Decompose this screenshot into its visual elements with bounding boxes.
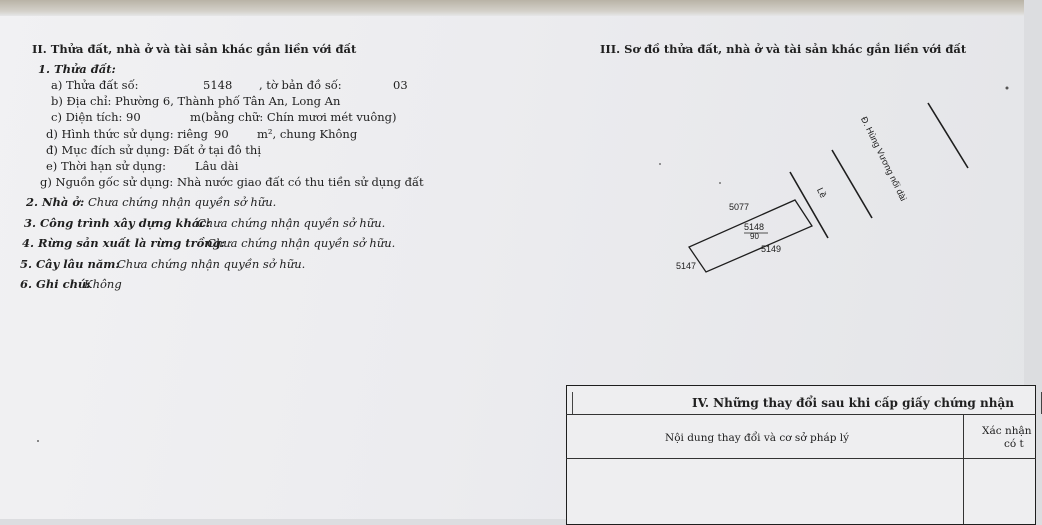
section4-heading: IV. Những thay đổi sau khi cấp giấy chứng nhận [692, 396, 1014, 410]
table-column-divider [963, 414, 964, 524]
origin-line: g) Nguồn gốc sử dụng: Nhà nước giao đất có thu tiền sử dụng đất [40, 175, 424, 189]
parcel-label: a) Thửa đất số: [51, 78, 139, 92]
section3-heading: III. Sơ đồ thửa đất, nhà ở và tài sản khác gắn liền với đất [600, 42, 967, 56]
table-rule [566, 458, 1036, 459]
table-rule [566, 414, 1036, 415]
map-sheet-number: 03 [393, 78, 408, 92]
term-value: Lâu dài [195, 159, 239, 173]
note-value: Không [84, 277, 122, 291]
side-label: Lề [815, 186, 829, 200]
other-works-value: Chưa chứng nhận quyền sở hữu. [197, 216, 386, 230]
parcel-south-label: 5149 [761, 244, 782, 254]
forest-value: Chưa chứng nhận quyền sở hữu. [207, 236, 396, 250]
parcel-main-area: 90 [750, 232, 759, 241]
parcel-boundary-line [790, 172, 828, 238]
parcel-west-label: 5147 [676, 261, 697, 271]
section2-heading: II. Thửa đất, nhà ở và tài sản khác gắn liền với đất [32, 42, 357, 56]
perennial-value: Chưa chứng nhận quyền sở hữu. [117, 257, 306, 271]
other-works-label: 3. Công trình xây dựng khác: [24, 216, 211, 230]
house-value: Chưa chứng nhận quyền sở hữu. [88, 195, 277, 209]
parcel-north-label: 5077 [729, 202, 750, 212]
address-line: b) Địa chỉ: Phường 6, Thành phố Tân An, Long An [51, 94, 341, 108]
col-confirmation-line2: có t [1004, 438, 1024, 450]
house-label: 2. Nhà ở: [26, 195, 85, 209]
forest-label: 4. Rừng sản xuất là rừng trồng: [22, 236, 225, 250]
use-common-area: m², chung Không [257, 127, 358, 141]
col-change-content: Nội dung thay đổi và cơ sở pháp lý [665, 432, 850, 444]
area-label: c) Diện tích: 90 [51, 110, 141, 124]
area-unit: m [190, 110, 201, 124]
perennial-label: 5. Cây lâu năm: [20, 257, 120, 271]
note-label: 6. Ghi chú: [20, 277, 91, 291]
road-edge-line [832, 150, 872, 218]
use-form-label: d) Hình thức sử dụng: riêng [46, 127, 208, 141]
land-heading: 1. Thửa đất: [38, 62, 116, 76]
parcel-number: 5148 [203, 78, 233, 92]
use-purpose: đ) Mục đích sử dụng: Đất ở tại đô thị [46, 143, 261, 157]
road-name-label: Đ. Hùng Vương nối dài [859, 115, 909, 203]
road-edge-line [928, 103, 968, 168]
map-sheet-label: , tờ bản đồ số: [259, 78, 342, 92]
use-private-area: 90 [214, 127, 229, 141]
col-confirmation-line1: Xác nhận [982, 425, 1032, 437]
area-in-words: (bằng chữ: Chín mươi mét vuông) [201, 110, 397, 124]
term-label: e) Thời hạn sử dụng: [46, 159, 166, 173]
parcel-main-label: 5148 [744, 222, 765, 232]
